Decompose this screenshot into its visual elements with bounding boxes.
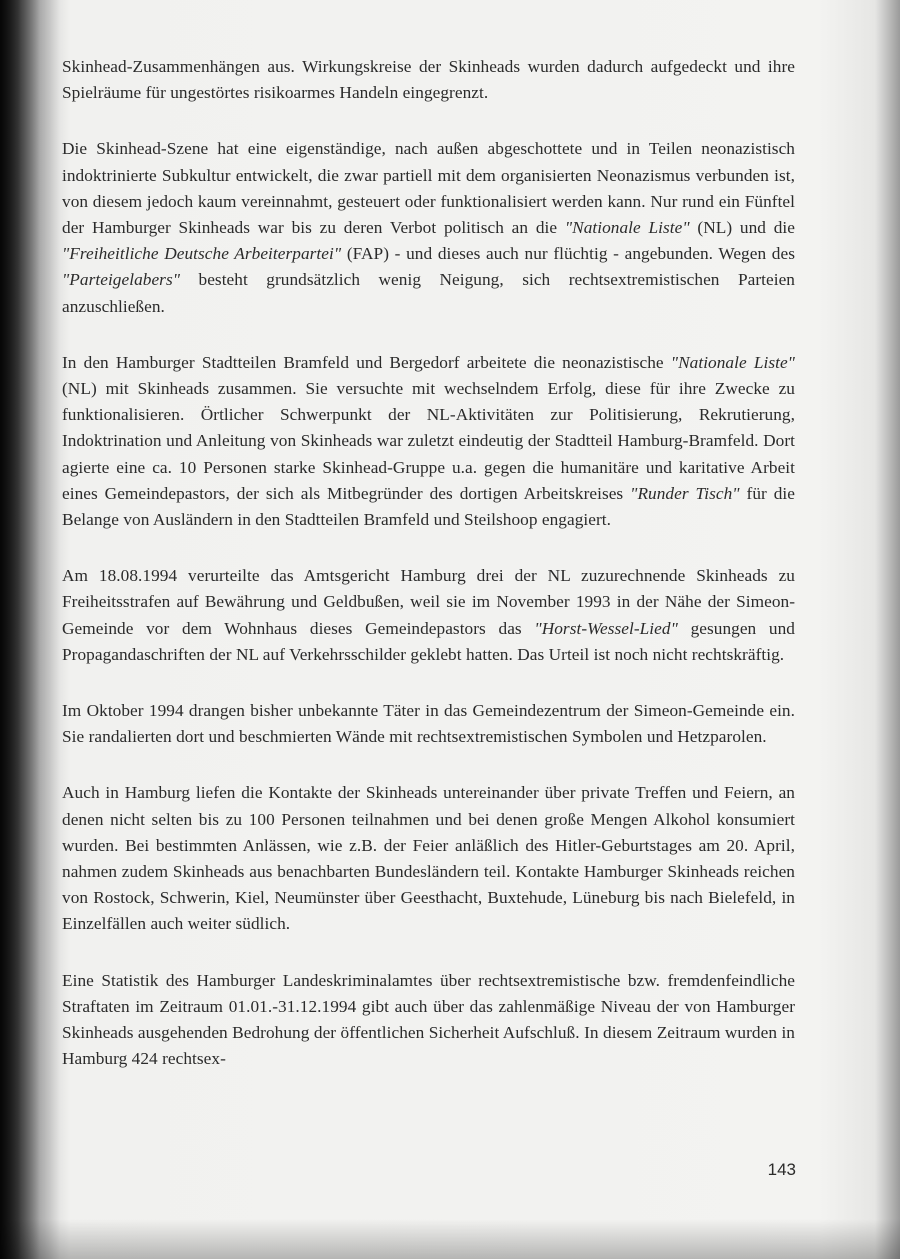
italic-quote: "Parteigelabers" (62, 270, 181, 290)
text-run: Eine Statistik des Hamburger Landeskriminalamtes über rechtsextremistische bzw. fremdenfeindliche Straftaten im Zeitraum 01.01.-31.12.1994 gibt auch über das zahlenmäßige Niveau der von Hamburger Skinheads ausgehenden Bedrohung der öffentlichen Sicherheit Aufschluß. In diesem Zeitraum wurden in Hamburg 424 rechtsex- (62, 970, 795, 1069)
text-run: gesungen und Propagandaschriften der NL auf Verkehrsschilder geklebt hatten. Das Urteil ist noch nicht rechtskräftig. (62, 618, 795, 664)
paragraph (62, 563, 795, 668)
body-text (62, 54, 795, 1103)
text-run: Die Skinhead-Szene hat eine eigenständige, nach außen abgeschottete und in Teilen neonazistisch indoktrinierte Subkultur entwickelt, die zwar partiell mit dem organisierten Neonazismus verbunden ist, von diesem jedoch kaum vereinnahmt, gesteuert oder funktionalisiert werden kann. Nur rund ein Fünftel der Hamburger Skinheads war bis zu deren Verbot politisch an die (62, 139, 795, 238)
italic-quote: "Freiheitliche Deutsche Arbeiterpartei" (62, 244, 342, 264)
italic-quote: "Runder Tisch" (630, 483, 740, 503)
italic-quote: "Nationale Liste" (564, 218, 690, 238)
paragraph (62, 54, 795, 106)
text-run: Auch in Hamburg liefen die Kontakte der Skinheads untereinander über private Treffen und Feiern, an denen nicht selten bis zu 100 Personen teilnahmen und bei denen große Mengen Alkohol konsumiert wurden. Bei bestimmten Anlässen, wie z.B. der Feier anläßlich des Hitler-Geburtstages am 20. April, nahmen zudem Skinheads aus benachbarten Bundesländern teil. Kontakte Hamburger Skinheads reichen von Rostock, Schwerin, Kiel, Neumünster über Geesthacht, Buxtehude, Lüneburg bis nach Bielefeld, in Einzelfällen auch weiter südlich. (62, 783, 795, 934)
paragraph (62, 350, 795, 533)
page-number: 143 (767, 1160, 796, 1179)
paragraph (62, 968, 795, 1073)
binding-shadow (0, 0, 60, 1259)
text-run: Skinhead-Zusammenhängen aus. Wirkungskreise der Skinheads wurden dadurch aufgedeckt und ihre Spielräume für ungestörtes risikoarmes Handeln eingegrenzt. (62, 57, 795, 103)
italic-quote: "Horst-Wessel-Lied" (534, 618, 678, 638)
paragraph (62, 698, 795, 750)
page-bottom-shadow (0, 1219, 900, 1259)
italic-quote: "Nationale Liste" (670, 352, 795, 372)
text-run: besteht grundsätzlich wenig Neigung, sich rechtsextremistischen Parteien anzuschließen. (62, 270, 795, 316)
text-run: (NL) und die (689, 218, 795, 238)
text-run: (NL) mit Skinheads zusammen. Sie versuchte mit wechselndem Erfolg, diese für ihre Zwecke zu funktionalisieren. Örtlicher Schwerpunkt der NL-Aktivitäten zur Politisierung, Rekrutierung, Indoktrination und Anleitung von Skinheads war zuletzt eindeutig der Stadtteil Hamburg-Bramfeld. Dort agierte eine ca. 10 Personen starke Skinhead-Gruppe u.a. gegen die humanitäre und karitative Arbeit eines Gemeindepastors, der sich als Mitbegründer des dortigen Arbeitskreises (62, 379, 795, 503)
text-run: (FAP) - und dieses auch nur flüchtig - angebunden. Wegen des (341, 244, 795, 264)
text-run: für die Belange von Ausländern in den Stadtteilen Bramfeld und Steilshoop engagiert. (62, 483, 795, 530)
text-run: Im Oktober 1994 drangen bisher unbekannte Täter in das Gemeindezentrum der Simeon-Gemeinde ein. Sie randalierten dort und beschmierten Wände mit rechtsextremistischen Symbolen und Hetzparolen. (62, 701, 795, 747)
text-run: In den Hamburger Stadtteilen Bramfeld und Bergedorf arbeitete die neonazistische (62, 352, 671, 372)
text-run: Am 18.08.1994 verurteilte das Amtsgericht Hamburg drei der NL zuzurechnende Skinheads zu Freiheitsstrafen auf Bewährung und Geldbußen, weil sie im November 1993 in der Nähe der Simeon-Gemeinde vor dem Wohnhaus dieses Gemeindepastors das (62, 566, 795, 638)
paragraph (62, 780, 795, 937)
paragraph (62, 136, 795, 319)
